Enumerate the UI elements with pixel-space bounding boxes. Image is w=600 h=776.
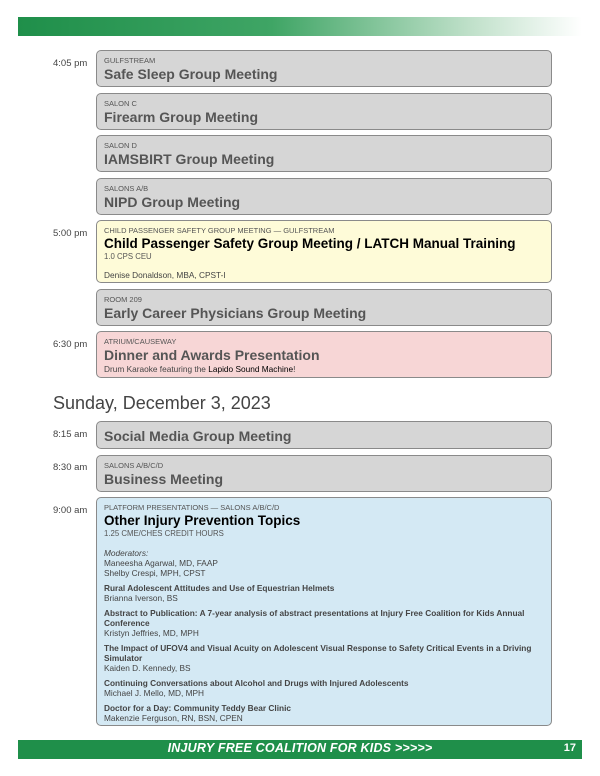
presentation-item — [104, 583, 544, 603]
footer-title: INJURY FREE COALITION FOR KIDS >>>>> — [167, 741, 433, 755]
presentation-title: Rural Adolescent Attitudes and Use of Equestrian Helmets — [104, 583, 335, 593]
session-card-business — [96, 455, 552, 492]
presentation-item — [104, 678, 544, 698]
session-card-early-career — [96, 289, 552, 326]
session-time: 8:15 am — [53, 429, 88, 440]
presentation-item — [104, 643, 544, 673]
session-time: 8:30 am — [53, 462, 88, 473]
session-card-cps — [96, 220, 552, 283]
session-card-other-topics — [96, 497, 552, 726]
session-location: GULFSTREAM — [104, 56, 156, 65]
session-credits: 1.25 CME/CHES CREDIT HOURS — [104, 529, 224, 538]
session-title: Child Passenger Safety Group Meeting / LATCH Manual Training — [104, 236, 516, 251]
session-card-safe-sleep — [96, 50, 552, 87]
day-heading: Sunday, December 3, 2023 — [53, 393, 271, 413]
footer-bar — [18, 740, 582, 759]
presentation-speaker: Kristyn Jeffries, MD, MPH — [104, 628, 199, 638]
session-credits: 1.0 CPS CEU — [104, 252, 152, 261]
session-location: CHILD PASSENGER SAFETY GROUP MEETING — GULFSTREAM — [104, 226, 335, 235]
session-location: PLATFORM PRESENTATIONS — SALONS A/B/C/D — [104, 503, 280, 512]
presentation-speaker: Brianna Iverson, BS — [104, 593, 178, 603]
session-location: SALON C — [104, 99, 137, 108]
presentation-speaker: Kaiden D. Kennedy, BS — [104, 663, 191, 673]
session-location: SALON D — [104, 141, 137, 150]
session-location: SALONS A/B — [104, 184, 149, 193]
session-title: Business Meeting — [104, 471, 224, 487]
page-number: 17 — [563, 742, 576, 754]
session-time: 9:00 am — [53, 505, 88, 516]
session-card-social-media — [96, 421, 552, 449]
session-title: Firearm Group Meeting — [104, 109, 259, 125]
session-title: Safe Sleep Group Meeting — [104, 66, 278, 82]
session-location: ROOM 209 — [104, 295, 142, 304]
session-location: SALONS A/B/C/D — [104, 461, 164, 470]
moderators-label: Moderators: — [104, 548, 149, 558]
session-location: ATRIUM/CAUSEWAY — [104, 337, 177, 346]
session-title: NIPD Group Meeting — [104, 194, 241, 210]
session-card-firearm — [96, 93, 552, 130]
presentation-speaker: Makenzie Ferguson, RN, BSN, CPEN — [104, 713, 243, 723]
presentation-item — [104, 608, 544, 638]
session-time: 4:05 pm — [53, 58, 88, 69]
session-title: Dinner and Awards Presentation — [104, 347, 320, 363]
moderator-name: Shelby Crespi, MPH, CPST — [104, 568, 206, 578]
session-time: 5:00 pm — [53, 228, 88, 239]
presentation-item — [104, 703, 544, 723]
session-card-dinner — [96, 331, 552, 378]
session-speaker: Denise Donaldson, MBA, CPST-I — [104, 270, 226, 280]
presentation-title: Abstract to Publication: A 7-year analysis of abstract presentations at Injury Free Coalition for Kids Annual Conference — [104, 608, 525, 628]
session-title: Other Injury Prevention Topics — [104, 513, 301, 528]
session-time: 6:30 pm — [53, 339, 88, 350]
presentation-title: The Impact of UFOV4 and Visual Acuity on Adolescent Visual Response to Safety Critical Events in a Driving Simulator — [104, 643, 532, 663]
moderator-name: Maneesha Agarwal, MD, FAAP — [104, 558, 218, 568]
session-description: Drum Karaoke featuring the Lapido Sound Machine! — [104, 364, 296, 374]
header-gradient-bar — [18, 17, 582, 36]
session-card-iamsbirt — [96, 135, 552, 172]
session-card-nipd — [96, 178, 552, 215]
presentation-speaker: Michael J. Mello, MD, MPH — [104, 688, 205, 698]
presentation-title: Doctor for a Day: Community Teddy Bear Clinic — [104, 703, 292, 713]
session-title: Social Media Group Meeting — [104, 428, 292, 444]
presentation-title: Continuing Conversations about Alcohol and Drugs with Injured Adolescents — [104, 678, 409, 688]
session-title: IAMSBIRT Group Meeting — [104, 151, 275, 167]
session-title: Early Career Physicians Group Meeting — [104, 305, 367, 321]
